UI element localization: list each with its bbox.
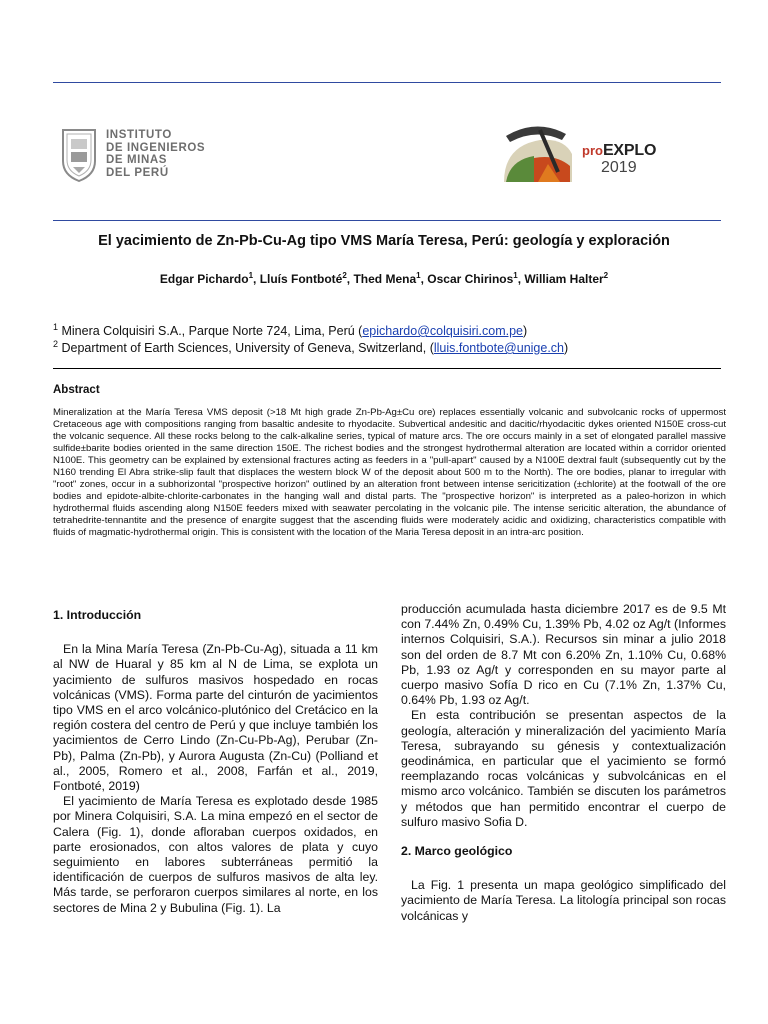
iim-logo <box>60 127 240 185</box>
author-name: Lluís Fontboté <box>259 272 343 286</box>
paper-title: El yacimiento de Zn-Pb-Cu-Ag tipo VMS María Teresa, Perú: geología y exploración <box>98 233 670 249</box>
email-link[interactable]: epichardo@colquisiri.com.pe <box>362 324 523 339</box>
body-column-right <box>401 602 726 924</box>
author-affil-mark: 1 <box>248 271 254 280</box>
author-name: Edgar Pichardo <box>159 272 249 286</box>
section-divider <box>53 368 721 369</box>
paragraph: En la Mina María Teresa (Zn-Pb-Cu-Ag), situada a 11 km al NW de Huaral y 85 km al N de Lima, se explota un yacimiento de sulfuros masivos hospedado en rocas volcánicas (VMS). Forma parte del cinturón de yacimientos tipo VMS en el arco volcánico-plutónico del Cretácico en la región costera del centro de Perú y que incluye también los yacimientos de Cerro Lindo (Zn-Cu-Pb-Ag), Perubar (Zn-Pb), Palma (Zn-Pb), y Aurora Augusta (Zn-Cu) (Polliand et al., 2005, Romero et al., 2008, Farfán et al., 2019, Fontboté, 2019) <box>53 642 378 794</box>
header-rule-bottom <box>53 220 721 221</box>
paragraph: La Fig. 1 presenta un mapa geológico simplificado del yacimiento de María Teresa. La litología principal son rocas volcánicas y <box>401 878 726 923</box>
author-list: Edgar Pichardo$^1$, Lluís Fontboté$^2$, Thed Mena$^1$, Oscar Chirinos$^1$, William Halter$^2$ <box>159 271 609 286</box>
author-affil-mark: 2 <box>342 271 347 280</box>
proexplo-year: 2019 <box>601 159 637 176</box>
author-name: Oscar Chirinos <box>427 272 514 286</box>
proexplo-pickaxe-icon <box>500 120 580 186</box>
affiliation-1: $^1$ Minera Colquisiri S.A., Parque Norte 724, Lima, Perú (epichardo@colquisiri.com.pe) <box>53 322 528 339</box>
section-heading: 1. Introducción <box>53 608 142 622</box>
affiliation-2: $^2$ Department of Earth Sciences, University of Geneva, Switzerland, (lluis.fontbote@unige.ch) <box>53 339 569 356</box>
abstract-heading: Abstract <box>53 384 100 396</box>
email-link[interactable]: lluis.fontbote@unige.ch <box>433 341 565 356</box>
header-rule-top <box>53 82 721 83</box>
author-name: William Halter <box>524 272 604 286</box>
author-name: Thed Mena <box>353 272 417 286</box>
paragraph: El yacimiento de María Teresa es explotado desde 1985 por Minera Colquisiri, S.A. La mina empezó en el sector de Calera (Fig. 1), donde afloraban cuerpos oxidados, en parte erosionados, con altos valores de plata y cuyo seguimiento en labores subterráneas permitió la identificación de cuerpos de sulfuros masivos de alta ley. Más tarde, se perforaron cuerpos similares al norte, en los sectores de Mina 2 y Bubulina (Fig. 1). La <box>53 794 378 915</box>
iim-name: INSTITUTO DE INGENIEROS DE MINAS DEL PERÚ <box>106 129 206 179</box>
paragraph: producción acumulada hasta diciembre 2017 es de 9.5 Mt con 7.44% Zn, 0.49% Cu, 1.39% Pb, 4.02 oz Ag/t (Informes internos Colquisiri, S.A.). Recursos sin minar a julio 2018 son del orden de 8.7 Mt con 6.20% Zn, 1.10% Cu, 0.68% Pb, 1.93 oz Ag/t y corresponden en su mayor parte al cuerpo masivo Sofía D rico en Cu (7.1% Zn, 1.37% Cu, 0.64% Pb, 1.93 oz Ag/t. <box>401 602 726 708</box>
author-affil-mark: 2 <box>603 271 609 280</box>
proexplo-wordmark: proEXPLO <box>582 142 657 159</box>
section-heading: 2. Marco geológico <box>401 844 513 859</box>
proexplo-logo <box>500 120 675 190</box>
author-affil-mark: 1 <box>513 271 518 280</box>
body-column-left <box>53 608 378 916</box>
iim-seal-icon <box>60 127 98 183</box>
abstract-text: Mineralization at the María Teresa VMS deposit (>18 Mt high grade Zn-Pb-Ag±Cu ore) replaces essentially volcanic and subvolcanic rocks of uppermost Cretaceous age with compositions ranging from basaltic andesite to rhyodacite. Subvertical andesitic and dacitic/rhyodacitic dykes oriented N150E cross-cut the volcanic sequence. All these rocks belong to the calk-alkaline series, typical of mature arcs. The ore occurs mainly in a set of elongated parallel massive sulfide±barite bodies oriented in the same direction 150E. The richest bodies and the strongest hydrothermal alteration are located within a corridor oriented N100E. This geometry can be explained by extensional fractures acting as feeders in a "pull-apart" caused by a N100E dextral fault (subsequently cut by the N160 trending El Abra strike-slip fault that displaces the western block W of the deposit about 500 m to the North). The ore bodies, planar to irregular with "root" zones, occur in a subhorizontal "prospective horizon" outlined by an alteration front between intense sericitization (±chlorite) at the footwall of the ore bodies and epidote-albite-chlorite-carbonates in the hanging wall and distal parts. The "prospective horizon" is interpreted as a paleo-horizon in which hydrothermal fluids ascending along N150E feeders mixed with seawater percolating in the volcanic pile. The intense sericitic alteration, the abundance of tetrahedrite-tennantite and the presence of enargite suggest that the ascending fluids were moderately acidic and oxidizing, characteristics compatible with fluids of magmatic-hydrothermal origin. This is consistent with the location of the Maria Teresa deposit in an intra-arc position. <box>53 407 726 538</box>
paragraph: En esta contribución se presentan aspectos de la geología, alteración y mineralización del yacimiento María Teresa, subrayando su génesis y contextualización geodinámica, en particular que el yacimiento se formó reemplazando rocas volcánicas y subvolcánicas en el mismo arco volcánico. También se discuten los parámetros y métodos que han permitido encontrar el cuerpo de sulfuro masivo Sofia D. <box>401 708 726 829</box>
author-affil-mark: 1 <box>416 271 421 280</box>
